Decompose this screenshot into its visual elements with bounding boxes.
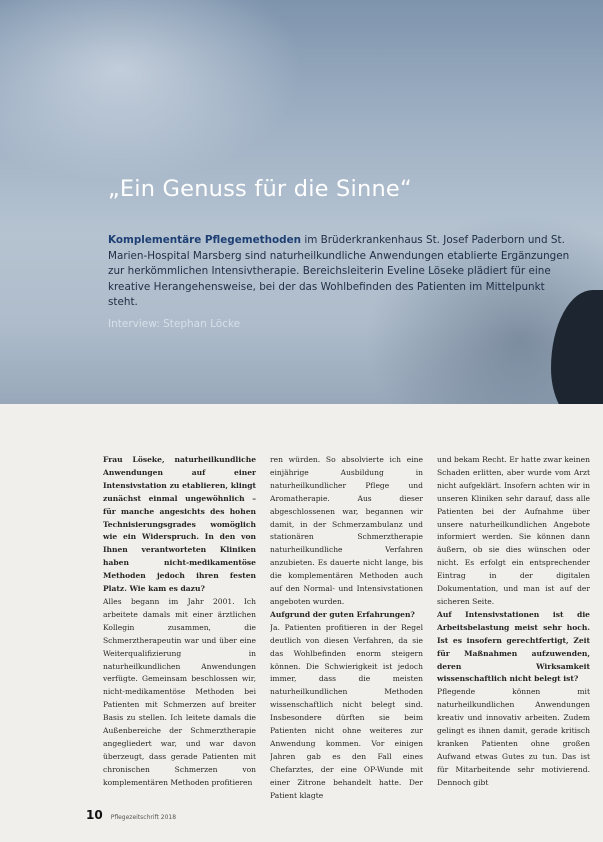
lead-text: im Brüderkrankenhaus St. Josef Paderborn und St. Marien-Hospital Marsberg sind naturheilkundliche Anwendungen etablierte Ergänzungen zur herkömmlichen Intensivtherapie. Bereichsleiterin Eveline Löseke plädiert für eine kreative Herangehensweise, bei der das Wohlbefinden des Patienten im Mittelpunkt steht.: [108, 234, 570, 309]
paragraph-question: Aufgrund der guten Erfahrungen?: [270, 609, 415, 619]
page-footer: [86, 808, 176, 824]
page-number: 10: [86, 808, 103, 822]
text-column-1: [103, 454, 256, 814]
text-column-2: [270, 454, 423, 814]
article-title: „Ein Genuss für die Sinne“: [108, 176, 412, 202]
paragraph-question: Auf Intensivstationen ist die Arbeitsbelastung meist sehr hoch. Ist es insofern gerechtfertigt, Zeit für Maßnahmen aufzuwenden, deren Wirksamkeit wissenschaftlich nicht belegt ist?: [437, 609, 590, 684]
lead-highlight: Komplementäre Pflegemethoden: [108, 234, 302, 246]
paragraph-answer: und bekam Recht. Er hatte zwar keinen Schaden erlitten, aber wurde vom Arzt nicht aufgeklärt. Insofern achten wir in unseren Kliniken sehr darauf, dass alle Patienten bei der Aufnahme über unsere naturheilkundlichen Angebote informiert werden. Sie können dann äußern, ob sie dies wünschen oder nicht. Es erfolgt ein entsprechender Eintrag in der digitalen Dokumentation, und man ist auf der sicheren Seite.: [437, 455, 590, 606]
running-title: Pflegezeitschrift 2018: [110, 814, 177, 821]
hero-image-area: [0, 0, 603, 404]
paragraph-answer: Alles begann im Jahr 2001. Ich arbeitete damals mit einer ärztlichen Kollegin zusammen, die Schmerztherapeutin war und über eine Weiterqualifizierung in naturheilkundlichen Anwendungen verfügte. Gemeinsam beschlossen wir, nicht-medikamentöse Methoden bei Patienten mit Schmerzen auf breiter Basis zu stellen. Ich leitete damals die Außenbereiche der Schmerztherapie angegliedert war, und war davon überzeugt, dass gerade Patienten mit chronischen Schmerzen von komplementären Methoden profitieren: [103, 596, 256, 787]
text-column-3: [437, 454, 590, 814]
paragraph-answer: Ja. Patienten profitieren in der Regel deutlich von diesen Verfahren, da sie das Wohlbefinden enorm steigern können. Die Schwierigkeit ist jedoch immer, dass die meisten naturheilkundlichen Methoden wissenschaftlich nicht belegt sind. Insbesondere dürften sie beim Patienten nicht ohne weiteres zur Anwendung kommen. Vor einigen Jahren gab es den Fall eines Chefarztes, der eine OP-Wunde mit einer Zitrone behandelt hatte. Der Patient klagte: [270, 622, 423, 800]
paragraph-question: Frau Löseke, naturheilkundliche Anwendungen auf einer Intensivstation zu etablieren, klingt zunächst einmal ungewöhnlich – für manche angesichts des hohen Technisierungsgrades womöglich wie ein Widerspruch. In den von Ihnen verantworteten Kliniken haben nicht-medikamentöse Methoden jedoch ihren festen Platz. Wie kam es dazu?: [103, 455, 256, 594]
paragraph-answer: ren würden. So absolvierte ich eine einjährige Ausbildung in naturheilkundlicher Pflege und Aromatherapie. Aus dieser abgeschlossenen war, begannen wir damit, in der Schmerzambulanz und stationären Schmerztherapie naturheilkundliche Verfahren anzubieten. Es dauerte nicht lange, bis die komplementären Methoden auch auf den Normal- und Intensivstationen angeboten wurden.: [270, 455, 423, 606]
byline: Interview: Stephan Löcke: [108, 318, 241, 330]
article-body: [103, 454, 591, 814]
article-lead: [108, 233, 576, 311]
paragraph-answer: Pflegende können mit naturheilkundlichen Anwendungen kreativ und innovativ arbeiten. Zudem gelingt es ihnen damit, gerade kritisch kranken Patienten ohne großen Aufwand etwas Gutes zu tun. Das ist für Mitarbeitende sehr motivierend. Dennoch gibt: [437, 687, 590, 787]
